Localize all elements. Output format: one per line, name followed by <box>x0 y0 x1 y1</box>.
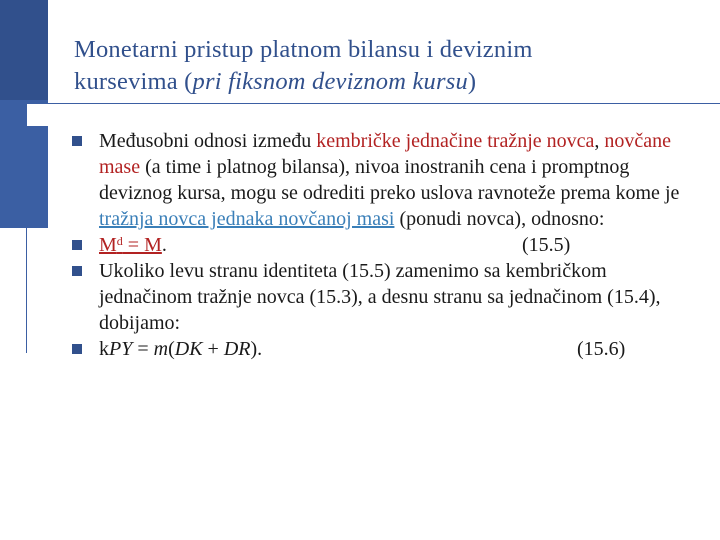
bullet-square-icon <box>72 136 82 146</box>
link-trazija-novca[interactable]: tražnja novca jednaka novčanoj masi <box>99 208 395 230</box>
title-line-2: kursevima (pri fiksnom deviznom kursu) <box>74 68 477 95</box>
title-italic: pri fiksnom deviznom kursu <box>192 68 468 95</box>
bullet-list <box>72 128 702 362</box>
bullet-square-icon <box>72 240 82 250</box>
decor-bar-dark <box>0 0 48 100</box>
slide-title <box>74 34 704 98</box>
bullet-square-icon <box>72 266 82 276</box>
bullet-item-4 <box>72 336 702 362</box>
title-line-1: Monetarni pristup platnom bilansu i deviznim <box>74 36 533 63</box>
bullet-square-icon <box>72 344 82 354</box>
equation-number-15-5: (15.5) <box>522 234 571 256</box>
bullet-item-3: Ukoliko levu stranu identiteta (15.5) zamenimo sa kembričkom jednačinom tražnje novca (15.3), a desnu stranu sa jednačinom (15.4), dobijamo: <box>72 258 702 336</box>
equation-number-15-6: (15.6) <box>577 338 626 360</box>
bullet-item-1: Međusobni odnosi između kembričke jednačine tražnje novca, novčane mase (a time i platnog bilansa), nivoa inostranih cena i promptnog deviznog kursa, mogu se odrediti preko uslova ravnoteže prema kome je tražnja novca jednaka novčanoj masi (ponudi novca), odnosno: <box>72 128 702 232</box>
bullet-item-2: $M^d = M$. (15.5) <box>72 232 702 258</box>
equation-md: $M^d = M$ <box>99 234 162 256</box>
term-novcana-masa: novčane mase <box>99 130 672 178</box>
term-kembricka: kembričke jednačine tražnje novca <box>316 130 595 152</box>
decor-rule-vertical <box>26 103 27 353</box>
decor-rule-horizontal <box>26 103 720 104</box>
equation-kpy: kPY = m(DK + DR). <box>99 338 263 360</box>
decor-square <box>26 104 48 126</box>
